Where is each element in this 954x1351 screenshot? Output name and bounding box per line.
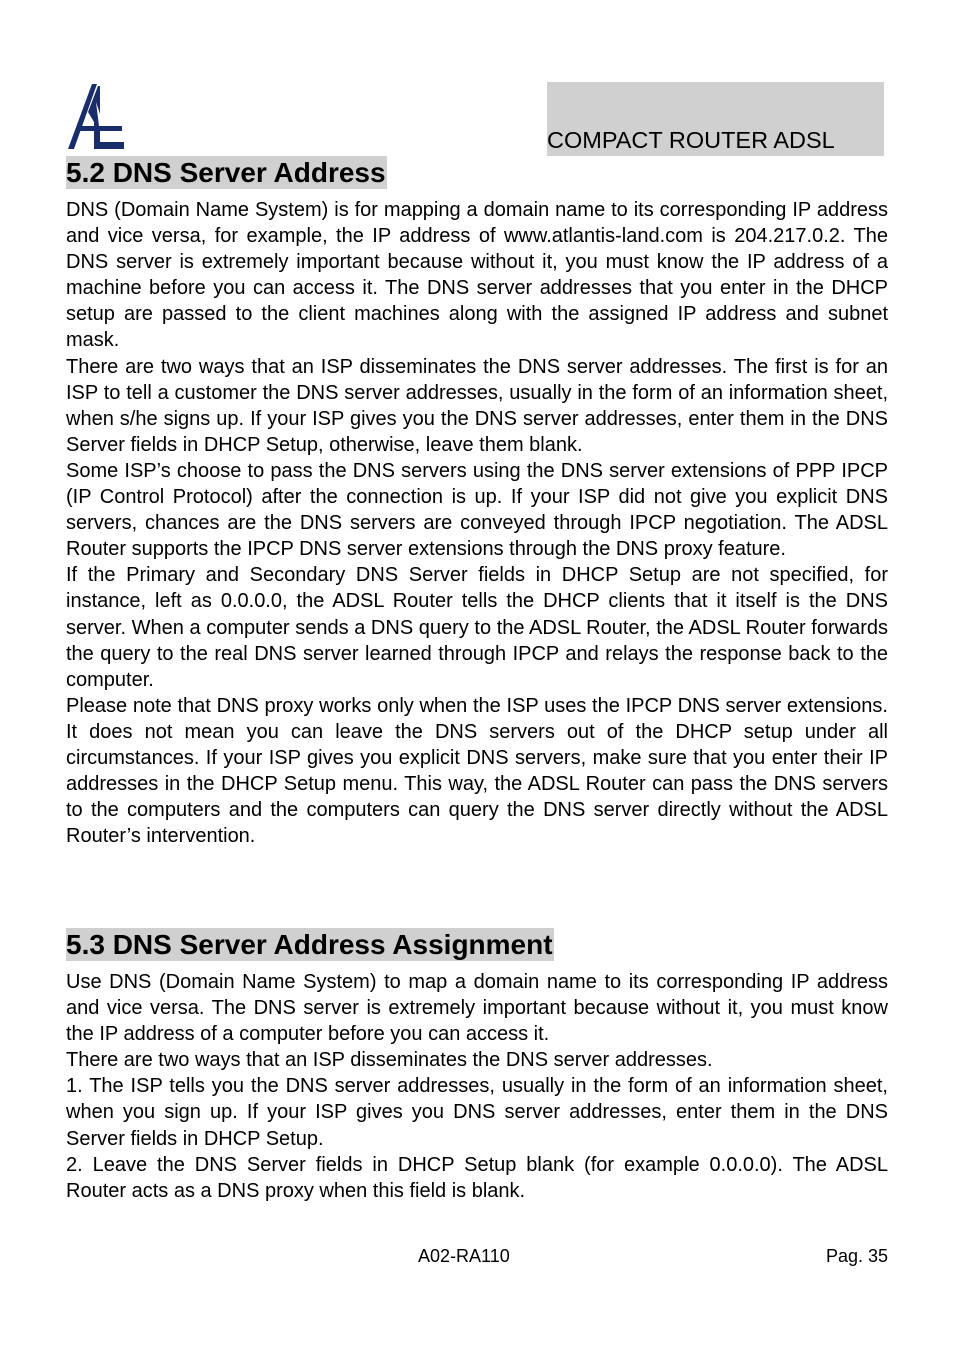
footer-model-code: A02-RA110 xyxy=(418,1246,510,1266)
paragraph: 2. Leave the DNS Server fields in DHCP Setup blank (for example 0.0.0.0). The ADSL Router acts as a DNS proxy when this field is blank. xyxy=(66,1153,888,1202)
header-title: COMPACT ROUTER ADSL xyxy=(547,127,835,153)
paragraph: DNS (Domain Name System) is for mapping a domain name to its corresponding IP address and vice versa, for example, the IP address of www.atlantis-land.com is 204.217.0.2. The DNS server is extremely important because without it, you must know the IP address of a machine before you can access it. The DNS server addresses that you enter in the DHCP setup are passed to the client machines along with the assigned IP address and subnet mask. xyxy=(66,199,888,352)
section-body-5-2 xyxy=(66,197,888,849)
section-body-5-3 xyxy=(66,969,888,1204)
paragraph: If the Primary and Secondary DNS Server fields in DHCP Setup are not specified, for instance, left as 0.0.0.0, the ADSL Router tells the DHCP clients that it itself is the DNS server. When a computer sends a DNS query to the ADSL Router, the ADSL Router forwards the query to the real DNS server learned through IPCP and relays the response back to the computer. xyxy=(66,564,888,691)
paragraph: Please note that DNS proxy works only when the ISP uses the IPCP DNS server extensions. It does not mean you can leave the DNS servers out of the DHCP setup under all circumstances. If your ISP gives you explicit DNS servers, make sure that you enter their IP addresses in the DHCP Setup menu. This way, the ADSL Router can pass the DNS servers to the computers and the computers can query the DNS server directly without the ADSL Router’s intervention. xyxy=(66,694,888,848)
paragraph: 1. The ISP tells you the DNS server addresses, usually in the form of an information sheet, when you sign up. If your ISP gives you DNS server addresses, enter them in the DNS Server fields in DHCP Setup. xyxy=(66,1075,888,1150)
paragraph: Some ISP’s choose to pass the DNS servers using the DNS server extensions of PPP IPCP (IP Control Protocol) after the connection is up. If your ISP did not give you explicit DNS servers, chances are the DNS servers are conveyed through IPCP negotiation. The ADSL Router supports the IPCP DNS server extensions through the DNS proxy feature. xyxy=(66,459,888,561)
logo-icon xyxy=(66,82,126,150)
section-heading-5-3: 5.3 DNS Server Address Assignment xyxy=(66,929,553,960)
paragraph: Use DNS (Domain Name System) to map a domain name to its corresponding IP address and vice versa. The DNS server is extremely important because without it, you must know the IP address of a computer before you can access it. xyxy=(66,971,888,1046)
atlantis-land-logo xyxy=(66,82,126,150)
paragraph: There are two ways that an ISP disseminates the DNS server addresses. The first is for an ISP to tell a customer the DNS server addresses, usually in the form of an information sheet, when s/he signs up. If your ISP gives you the DNS server addresses, enter them in the DNS Server fields in DHCP Setup, otherwise, leave them blank. xyxy=(66,355,888,456)
section-heading-5-2: 5.2 DNS Server Address xyxy=(66,157,386,188)
footer-page-number: Pag. 35 xyxy=(825,1246,888,1266)
paragraph: There are two ways that an ISP disseminates the DNS server addresses. xyxy=(66,1049,713,1072)
